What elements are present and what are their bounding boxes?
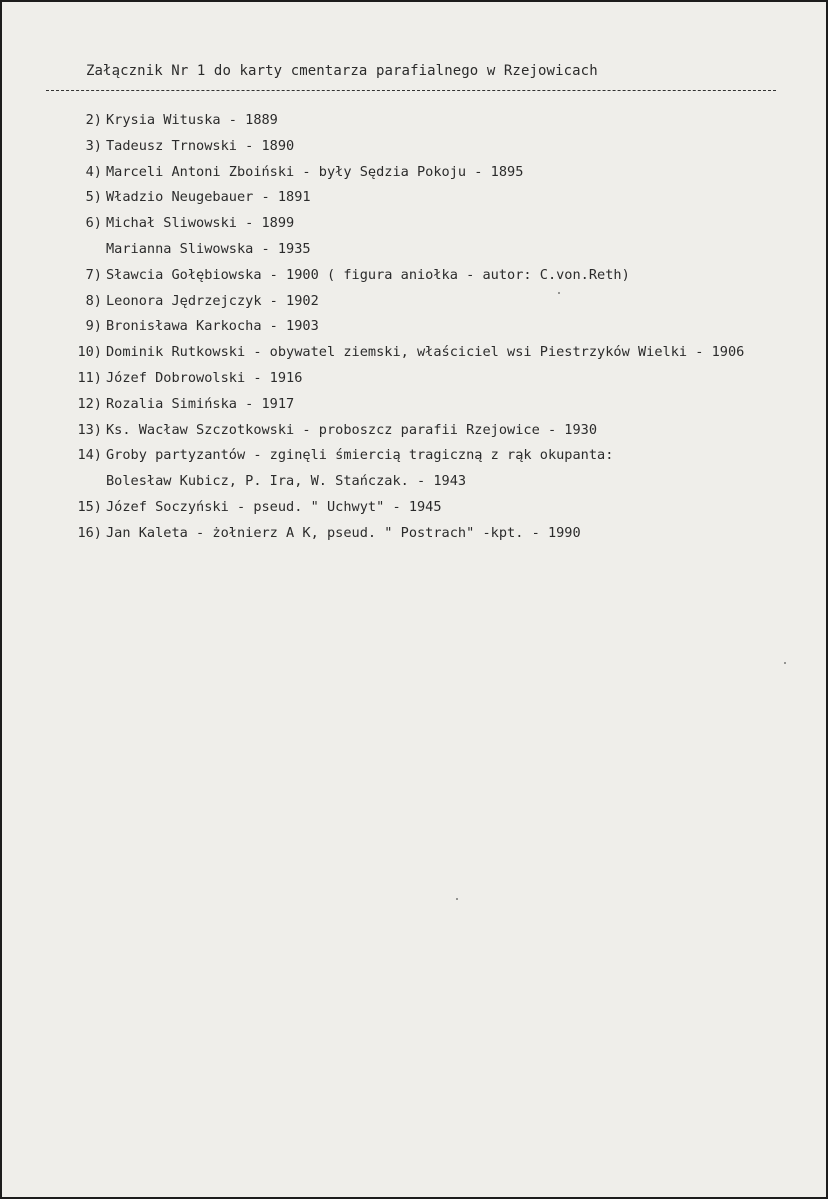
list-item (2, 366, 828, 392)
list-item (2, 495, 828, 521)
entry-number: 15) (77, 498, 102, 515)
list-item-continuation (2, 469, 828, 495)
document-header: Załącznik Nr 1 do karty cmentarza parafialnego w Rzejowicach (86, 63, 598, 79)
list-item (2, 443, 828, 469)
entry-text: Dominik Rutkowski - obywatel ziemski, właściciel wsi Piestrzyków Wielki - 1906 (106, 344, 745, 361)
entry-text: Ks. Wacław Szczotkowski - proboszcz parafii Rzejowice - 1930 (106, 421, 598, 438)
entry-number: 6) (85, 215, 102, 232)
entry-text: Krysia Wituska - 1889 (106, 112, 278, 128)
entry-text: Józef Soczyński - pseud. " Uchwyt" - 1945 (106, 498, 442, 515)
list-item (2, 211, 828, 237)
entry-number: 8) (85, 292, 102, 309)
list-item (2, 521, 828, 547)
entry-text: Józef Dobrowolski - 1916 (106, 369, 303, 386)
paper-speck (456, 898, 458, 900)
entry-text: Sławcia Gołębiowska - 1900 ( figura aniołka - autor: C.von.Reth) (106, 266, 630, 283)
entry-text: Marceli Antoni Zboiński - były Sędzia Pokoju - 1895 (106, 163, 524, 180)
list-item (2, 263, 828, 289)
entry-text: Leonora Jędrzejczyk - 1902 (106, 292, 319, 309)
entry-number: 10) (77, 344, 102, 361)
entry-number: 2) (85, 112, 102, 128)
entry-text: Marianna Sliwowska - 1935 (106, 240, 311, 257)
entry-number: 7) (85, 266, 102, 283)
entry-text: Władzio Neugebauer - 1891 (106, 189, 311, 206)
entry-text: Groby partyzantów - zginęli śmiercią tragiczną z rąk okupanta: (106, 447, 614, 464)
list-item (2, 185, 828, 211)
entry-text: Jan Kaleta - żołnierz A K, pseud. " Postrach" -kpt. - 1990 (106, 524, 581, 541)
dashed-separator (46, 90, 776, 91)
entry-number: 3) (85, 137, 102, 154)
entry-number: 16) (77, 524, 102, 541)
entry-number: 12) (77, 395, 102, 412)
entry-text: Bolesław Kubicz, P. Ira, W. Stańczak. - 1943 (106, 473, 467, 490)
list-item (2, 340, 828, 366)
entry-number: 4) (85, 163, 102, 180)
paper-speck (784, 662, 786, 664)
entry-number: 13) (77, 421, 102, 438)
list-item (2, 289, 828, 315)
entry-number: 11) (77, 369, 102, 386)
entry-text: Bronisława Karkocha - 1903 (106, 318, 319, 335)
list-item (2, 418, 828, 444)
entry-text: Tadeusz Trnowski - 1890 (106, 137, 295, 154)
list-item (2, 134, 828, 160)
list-item (2, 314, 828, 340)
entry-number: 14) (77, 447, 102, 464)
list-item (2, 160, 828, 186)
list-item (2, 108, 828, 134)
entry-number: 5) (85, 189, 102, 206)
list-item-continuation (2, 237, 828, 263)
entry-text: Rozalia Simińska - 1917 (106, 395, 295, 412)
entry-text: Michał Sliwowski - 1899 (106, 215, 295, 232)
paper-speck (558, 292, 560, 294)
burial-list (2, 108, 828, 547)
list-item (2, 392, 828, 418)
entry-number: 9) (85, 318, 102, 335)
